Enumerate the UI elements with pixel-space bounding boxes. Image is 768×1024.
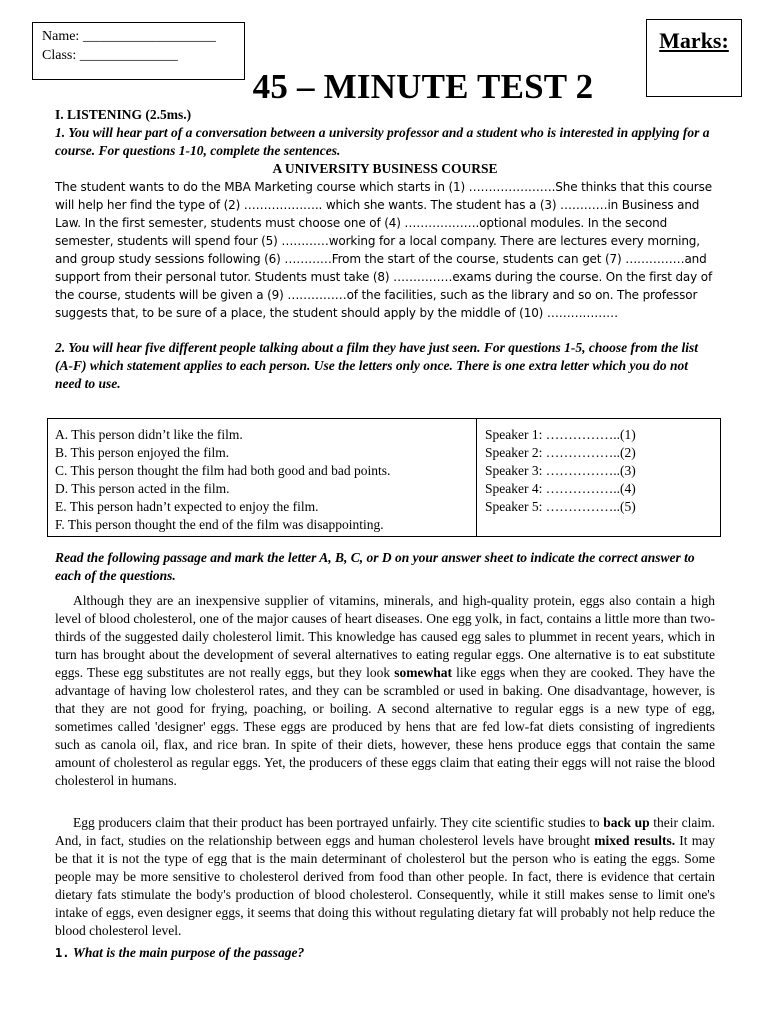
- speaker-5-answer: Speaker 5: ……………..(5): [485, 499, 636, 514]
- reading-instruction: Read the following passage and mark the letter A, B, C, or D on your answer sheet to indicate the correct answer to each of the questions.: [55, 550, 695, 583]
- speaker-4-answer: Speaker 4: ……………..(4): [485, 481, 636, 496]
- part1-gapfill-text: The student wants to do the MBA Marketing course which starts in (1) ………………….She thinks that this course will help her find the type of (2) ……………….. which she wants. The student has a (3) …………in Business and Law. In the first semester, students must choose one of (4) ……………….optional modules. In the second semester, students will spend four (5) …………working for a local company. There are lectures every morning, and group study sessions following (6) …………From the start of the course, students can get (7) ……………and support from their personal tutor. Students must take (8) ……………exams during the course. On the first day of the course, students will be given a (9) ……………of the facilities, such as the library and so on. The professor suggests that, to be sure of a place, the student should apply by the middle of (10) ………………: [55, 180, 713, 320]
- matching-table: [47, 418, 721, 537]
- speaker-2-answer: Speaker 2: ……………..(2): [485, 445, 636, 460]
- part1-title: A UNIVERSITY BUSINESS COURSE: [272, 161, 498, 176]
- para2-text-a: Egg producers claim that their product has been portrayed unfairly. They cite scientific studies to: [73, 815, 604, 830]
- reading-paragraph-2: [55, 814, 715, 940]
- para1-text-b: like eggs when they are cooked. They have the advantage of having low cholesterol rates, and they can be scrambled or used in baking. One disadvantage, however, is that they are not good for frying, poaching, or boiling. A second alternative to regular eggs is a new type of egg, sometimes called 'designer' eggs. These eggs are produced by hens that are fed low-fat diets consisting of ingredients such as canola oil, flax, and rice bran. In spite of their diets, however, these hens produce eggs that contain the same amount of cholesterol as regular eggs. Yet, the producers of these eggs claim that eating their eggs will not raise the blood cholesterol in humans.: [55, 665, 715, 788]
- para2-bold-mixed-results: mixed results.: [594, 833, 676, 848]
- reading-paragraph-1: [55, 592, 715, 790]
- question-1-text: What is the main purpose of the passage?: [72, 945, 305, 960]
- marks-label: Marks:: [659, 28, 729, 53]
- para1-text-a: Although they are an inexpensive supplier of vitamins, minerals, and high-quality protein, eggs also contain a high level of blood cholesterol, one of the major causes of heart diseases. One egg yolk, in fact, contains a little more than two-thirds of the suggested daily cholesterol limit. This knowledge has caused egg sales to plummet in recent years, which in turn has brought about the development of several alternatives to eating regular eggs. One alternative is to eat substitute eggs. These egg substitutes are not really eggs, but they look: [55, 593, 715, 680]
- speaker-1-answer: Speaker 1: ……………..(1): [485, 427, 636, 442]
- question-1-number: 1.: [55, 946, 70, 960]
- option-c: C. This person thought the film had both good and bad points.: [55, 463, 391, 478]
- para1-bold-word: somewhat: [394, 665, 452, 680]
- speaker-answers: [477, 419, 636, 516]
- statement-options: [48, 419, 477, 536]
- option-e: E. This person hadn’t expected to enjoy the film.: [55, 499, 319, 514]
- question-1: [55, 945, 304, 961]
- option-d: D. This person acted in the film.: [55, 481, 230, 496]
- name-field-label: Name: ___________________: [42, 29, 216, 44]
- part2-instruction: 2. You will hear five different people talking about a film they have just seen. For questions 1-5, choose from the list (A-F) which statement applies to each person. Use the letters only once. There is one extra letter which you do not need to use.: [55, 340, 699, 391]
- option-f: F. This person thought the end of the film was disappointing.: [55, 517, 384, 532]
- test-title: 45 – MINUTE TEST 2: [252, 67, 594, 106]
- listening-heading: I. LISTENING (2.5ms.): [55, 107, 192, 122]
- para2-text-b: their claim. And, in fact, studies on the relationship between eggs and human cholesterol levels have brought: [55, 815, 715, 848]
- option-a: A. This person didn’t like the film.: [55, 427, 243, 442]
- class-field-label: Class: ______________: [42, 48, 178, 63]
- para2-bold-back-up: back up: [603, 815, 650, 830]
- para2-text-c: It may be that it is not the type of egg that is the main determinant of cholesterol but the person who is eating the eggs. Some people may be more sensitive to cholesterol derived from food than other people. In fact, there is evidence that certain dietary fats stimulate the body's production of blood cholesterol. Consequently, while it still makes sense to limit one's intake of eggs, even designer eggs, it seems that doing this without regulating dietary fat will probably not help reduce the blood cholesterol level.: [55, 833, 715, 938]
- speaker-3-answer: Speaker 3: ……………..(3): [485, 463, 636, 478]
- part1-instruction: 1. You will hear part of a conversation between a university professor and a student who is interested in applying for a course. For questions 1-10, complete the sentences.: [55, 125, 710, 158]
- option-b: B. This person enjoyed the film.: [55, 445, 230, 460]
